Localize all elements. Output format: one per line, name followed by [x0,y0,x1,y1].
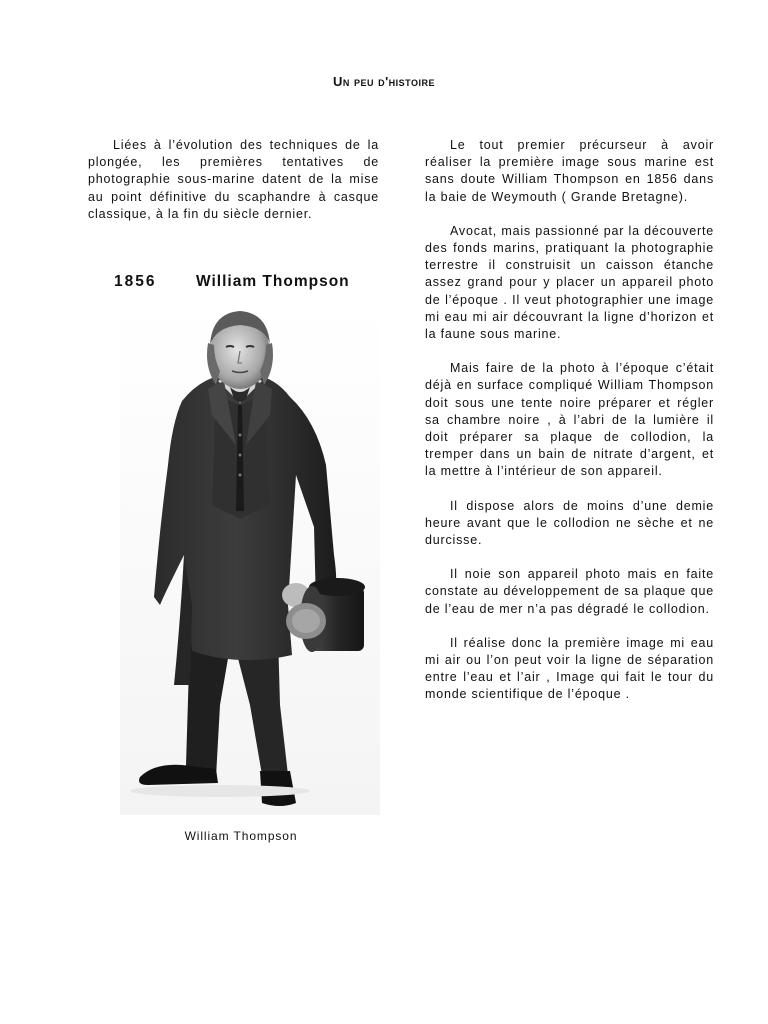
right-paragraph-3: Mais faire de la photo à l’époque c’était déjà en surface compliqué William Thompson doit sous une tente noire préparer et régler sa chambre noire , à l’abri de la lumière il doit préparer sa plaque de collodion, la tremper dans un bain de nitrate d’argent, et la mettre à l’intérieur de son appareil. [425,361,714,479]
page-title: Un peu d'histoire [332,74,436,89]
portrait-photo [120,305,380,815]
photo-caption: William Thompson [184,829,298,843]
heading-year: 1856 [114,273,157,290]
right-paragraph-1: Le tout premier précurseur à avoir réaliser la première image sous marine est sans doute William Thompson en 1856 dans la baie de Weymouth ( Grande Bretagne). [425,138,714,204]
heading-name: William Thompson [196,273,350,290]
right-paragraph-5: Il noie son appareil photo mais en faite constate au développement de sa plaque que de l’eau de mer n’a pas dégradé le collodion. [425,567,714,616]
right-paragraph-2: Avocat, mais passionné par la découverte des fonds marins, pratiquant la photographie terrestre il construisit un caisson étanche assez grand pour y placer un appareil photo de l’époque . Il veut photographier une image mi eau mi air découvrant la ligne d’horizon et la faune sous marine. [425,223,714,342]
right-paragraph-6: Il réalise donc la première image mi eau mi air ou l’on peut voir la ligne de séparation entre l’eau et l’air , Image qui fait le tour du monde scientifique de l’époque . [425,635,714,702]
section-heading [114,273,350,291]
right-paragraph-4: Il dispose alors de moins d’une demie heure avant que le collodion ne sèche et ne durcisse. [425,498,714,548]
right-column [425,137,714,721]
intro-paragraph: Liées à l’évolution des techniques de la plongée, les premières tentatives de photographie sous-marine datent de la mise au point définitive du scaphandre à casque classique, à la fin du siècle dernier. [88,138,379,221]
left-column [88,137,379,240]
